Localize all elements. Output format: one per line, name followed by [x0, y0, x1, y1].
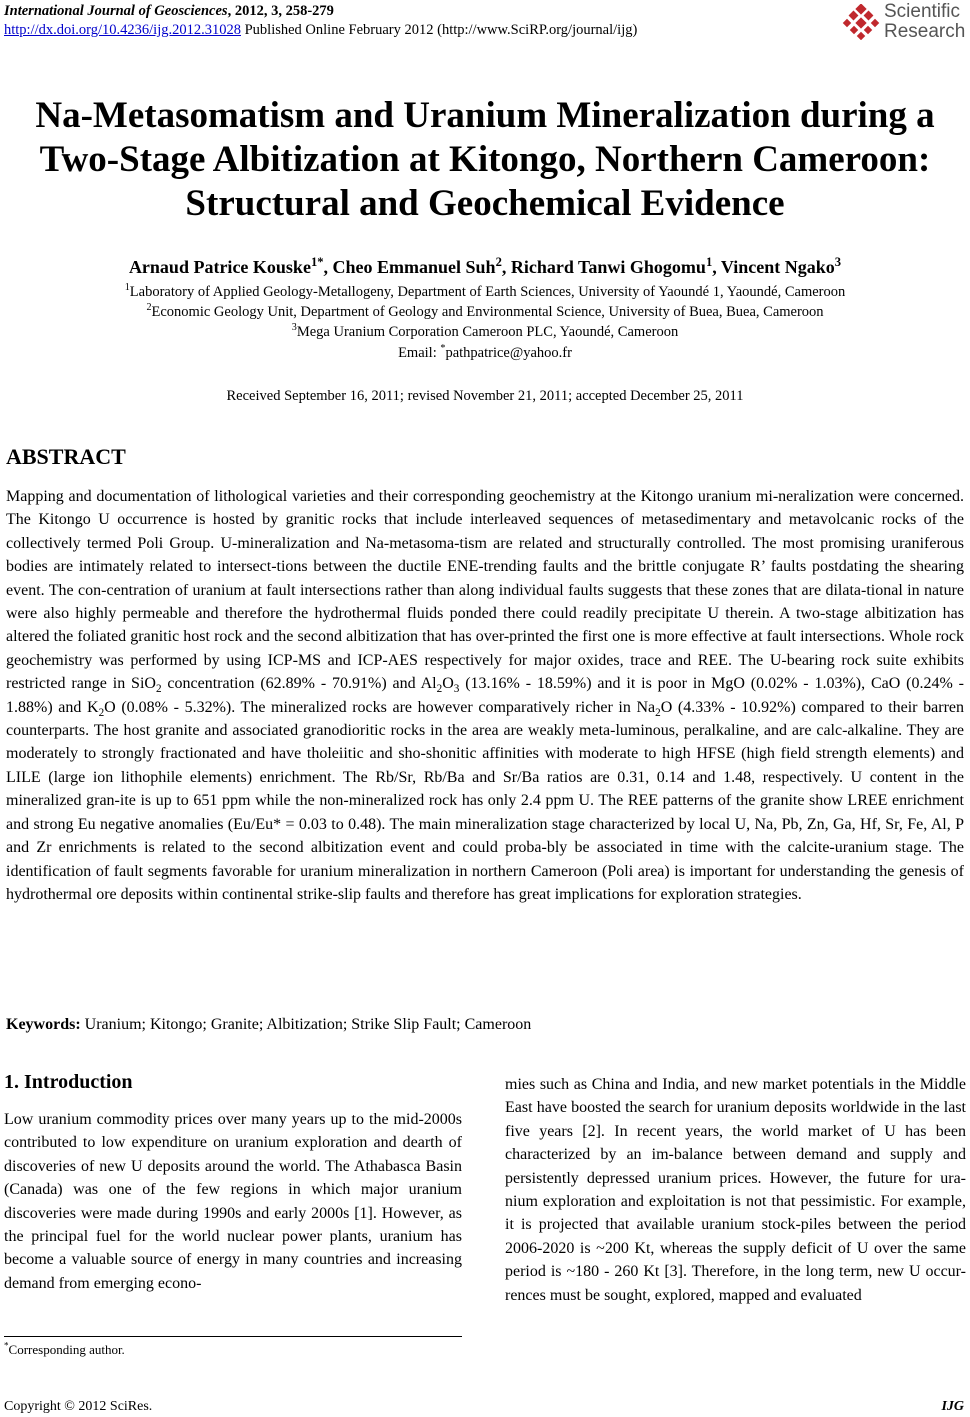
- journal-volume: , 2012, 3, 258-279: [227, 3, 334, 19]
- intro-right-column: mies such as China and India, and new market potentials in the Middle East have boosted the search for uranium deposits worldwide in the last five years [2]. In recent years, the world market of U has been characterized by an im-balance between demand and supply and persistently depressed uranium prices. However, the future for ura-nium exploration and exploitation is not that pessimistic. For example, it is projected that available uranium stock-piles between the period 2006-2020 is ~200 Kt, whereas the supply deficit of U over the same period is ~180 - 260 Kt [3]. Therefore, in the long term, new U occur-rences must be sought, explored, mapped and evaluated: [505, 1076, 966, 1304]
- abstract-part-2: concentration (62.89% - 70.91%) and Al: [161, 675, 437, 693]
- footnote: [4, 1342, 125, 1358]
- logo-line1: Scientific: [884, 1, 961, 22]
- affiliation-2: [0, 302, 970, 322]
- keywords-label: Keywords:: [6, 1016, 81, 1033]
- title-line-1: Na-Metasomatism and Uranium Mineralization during a: [35, 95, 935, 136]
- author-4-sup: 3: [834, 255, 842, 269]
- title-line-3: Structural and Geochemical Evidence: [185, 183, 785, 224]
- author-list: [0, 256, 970, 278]
- published-online: Published Online February 2012 (http://www.SciRP.org/journal/ijg): [240, 22, 638, 38]
- email-label: Email:: [398, 345, 441, 361]
- aff3-sup: 3: [291, 322, 297, 334]
- affiliation-1: [0, 282, 970, 302]
- author-1: Arnaud Patrice Kouske: [128, 257, 311, 277]
- copyright: Copyright © 2012 SciRes.: [4, 1399, 153, 1414]
- abstract-part-4: (13.16% - 18.59%) and it is poor in MgO (0.02% - 1.03%), CaO (0.24% - 1.88%) and K: [6, 675, 965, 716]
- doi-link[interactable]: http://dx.doi.org/10.4236/ijg.2012.31028: [4, 22, 241, 38]
- aff3-text: Mega Uranium Corporation Cameroon PLC, Yaoundé, Cameroon: [296, 324, 679, 340]
- author-3-sup: 1: [705, 255, 713, 269]
- paper-title: [0, 94, 970, 226]
- abstract-body: [6, 485, 964, 906]
- logo-line2: Research: [884, 21, 966, 42]
- footnote-text: Corresponding author.: [8, 1342, 125, 1357]
- abstract-part-1: Mapping and documentation of lithological varieties and their corresponding geochemistry at the Kitongo uranium mi-neralization were concerned. The Kitongo U occurrence is hosted by granitic rocks that include interleaved sequences of metasedimentary and metavolcanic rocks of the collectively termed Poli Group. U-mineralization and Na-metasoma-tism are related and structurally controlled. The most promising uraniferous bodies are intimately related to intersect-tions between the ductile ENE-trending faults and the brittle conjugate R’ faults postdating the shearing event. The con-centration of uranium at fault intersections rather than along individual faults suggests that these zones that are dilata-tional in nature were also highly permeable and therefore the hydrothermal fluids ponded there could readily precipitate U therein. A two-stage albitization has altered the foliated granitic host rock and the second albitization that has over-printed the first one is more effective at fault intersections. Whole rock geochemistry was performed by using ICP-MS and ICP-AES respectively for major oxides, trace and REE. The U-bearing rock suite exhibits restricted range in SiO: [6, 488, 964, 693]
- keywords: [6, 1014, 531, 1036]
- author-2: , Cheo Emmanuel Suh: [323, 257, 496, 277]
- abstract-part-6: O (4.33% - 10.92%) compared to their barren counterparts. The host granite and associated granodioritic rocks in the area are weakly meta-luminous, peralkaline, and are calc-alkaline. They are moderately to strongly fractionated and have tholeiitic and sho-shonitic affinities with moderate to high HFSE (high field strength elements) and LILE (large ion lithophile elements) enrichment. The Rb/Sr, Rb/Ba and Sr/Ba ratios are 0.31, 0.14 and 1.48, respectively. U content in the mineralized gran-ite is up to 651 ppm while the non-mineralized rock has only 2.4 ppm U. The REE patterns of the granite show LREE enrichment and strong Eu negative anomalies (Eu/Eu* = 0.03 to 0.48). The main mineralization stage characterized by local U, Na, Pb, Zn, Ga, Hf, Sr, Fe, Al, P and Zr enrichments is related to the second albitization event and could proba-bly be associated in time with the calcite-uranium stage. The identification of fault segments favorable for uranium mineralization in northern Cameroon (Poli area) is important for understanding the genesis of hydrothermal ore deposits within continental strike-slip faults and therefore has great implications for exploration strategies.: [6, 698, 964, 903]
- abstract-part-3: O: [442, 675, 454, 693]
- affiliation-3: [0, 322, 970, 342]
- journal-header: [4, 2, 637, 40]
- scientific-research-logo: [842, 2, 966, 42]
- journal-abbreviation: IJG: [941, 1399, 964, 1414]
- al-sub: 2: [436, 683, 443, 696]
- email-line: [0, 343, 970, 363]
- received-dates: Received September 16, 2011; revised November 21, 2011; accepted December 25, 2011: [226, 388, 744, 404]
- intro-left-column: Low uranium commodity prices over many years up to the mid-2000s contributed to low expenditure on uranium exploration and dearth of discoveries of new U deposits around the world. The Athabasca Basin (Canada) was one of the few regions in which major uranium discoveries were made during 1990s and early 2000s [1]. However, as the principal fuel for the world nuclear power plants, uranium has become a valuable source of energy in many countries and increasing demand from emerging econo-: [4, 1111, 462, 1292]
- title-line-2: Two-Stage Albitization at Kitongo, Northern Cameroon:: [39, 139, 931, 180]
- author-4: , Vincent Ngako: [712, 257, 835, 277]
- abstract-part-5: O (0.08% - 5.32%). The mineralized rocks are however comparatively richer in Na: [104, 698, 656, 716]
- email-address[interactable]: pathpatrice@yahoo.fr: [445, 345, 572, 361]
- footnote-sup: *: [4, 1340, 9, 1351]
- author-2-sup: 2: [495, 255, 502, 269]
- section-heading-introduction: 1. Introduction: [4, 1071, 133, 1093]
- aff2-sup: 2: [146, 302, 152, 314]
- sio2-sub: 2: [155, 683, 162, 696]
- logo-mark-icon: [842, 4, 880, 40]
- journal-name: International Journal of Geosciences: [4, 3, 228, 19]
- abstract-heading: ABSTRACT: [6, 444, 126, 469]
- email-sup: *: [440, 343, 446, 355]
- aff1-text: Laboratory of Applied Geology-Metallogeny, Department of Earth Sciences, University of Yaoundé 1, Yaoundé, Cameroon: [129, 284, 846, 300]
- footnote-rule: [4, 1336, 462, 1337]
- keywords-text: Uranium; Kitongo; Granite; Albitization; Strike Slip Fault; Cameroon: [80, 1016, 532, 1033]
- k-sub: 2: [98, 706, 105, 719]
- aff2-text: Economic Geology Unit, Department of Geology and Environmental Science, University of Buea, Buea, Cameroon: [151, 304, 824, 320]
- aff1-sup: 1: [124, 282, 130, 294]
- o3-sub: 3: [453, 683, 460, 696]
- na-sub: 2: [655, 706, 661, 719]
- author-3: , Richard Tanwi Ghogomu: [501, 257, 706, 277]
- author-1-sup: 1*: [310, 255, 324, 269]
